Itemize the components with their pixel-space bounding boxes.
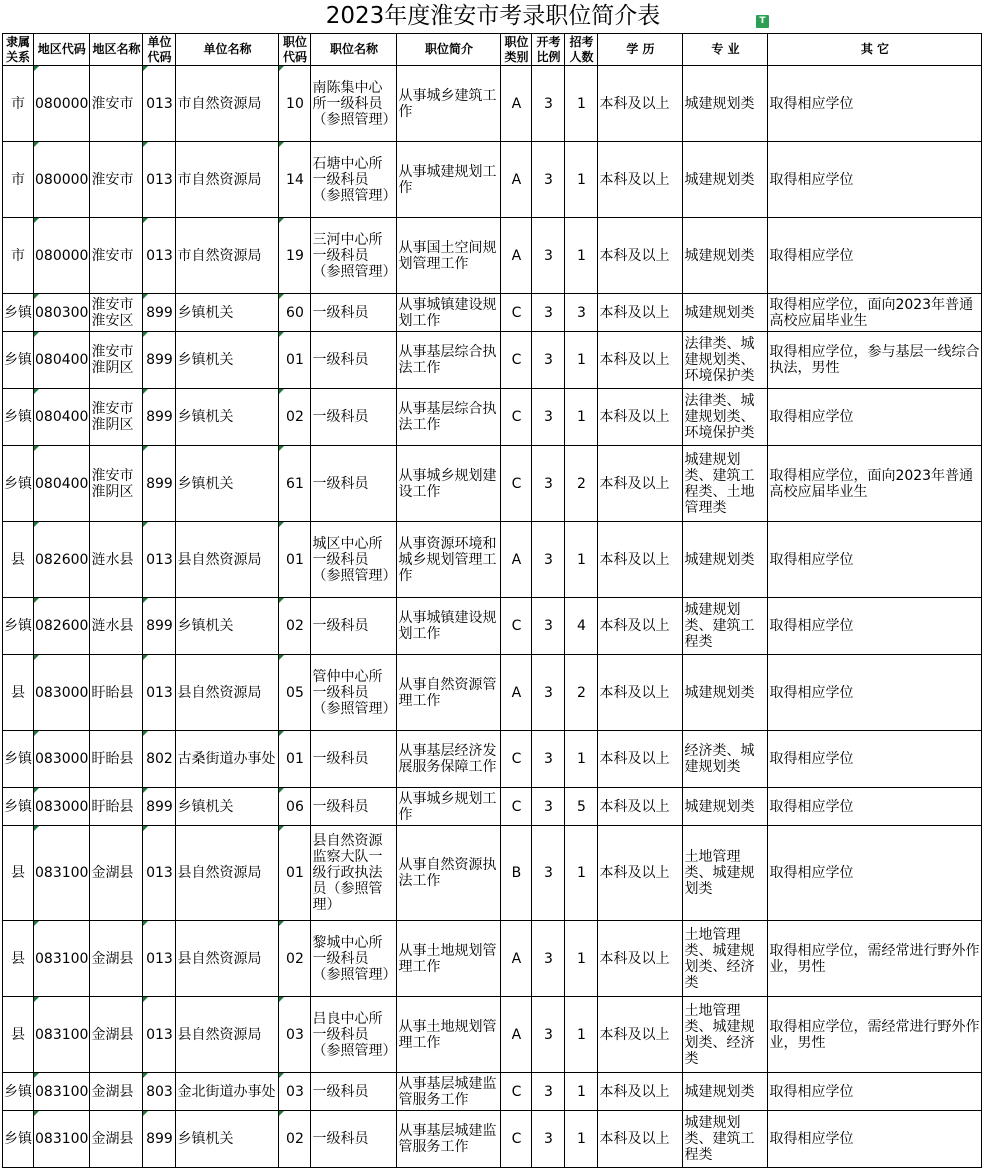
cell-unit-name[interactable]: 乡镇机关 xyxy=(176,389,279,446)
cell-major[interactable]: 城建规划类 xyxy=(683,655,768,731)
cell-region-code[interactable]: 083000 xyxy=(34,731,90,788)
header-col-position-name: 职位名称 xyxy=(311,34,397,66)
cell-position-code[interactable]: 01 xyxy=(279,522,311,598)
cell-other[interactable]: 取得相应学位，需经常进行野外作业，男性 xyxy=(768,921,982,997)
cell-position-code[interactable]: 03 xyxy=(279,1073,311,1111)
cell-position-name[interactable]: 三河中心所一级科员（参照管理） xyxy=(311,218,397,294)
cell-region-name[interactable]: 金湖县 xyxy=(90,997,143,1073)
table-row xyxy=(3,1111,982,1168)
cell-affiliation[interactable]: 县 xyxy=(3,655,34,731)
header-col-position-type: 职位类别 xyxy=(501,34,532,66)
cell-region-code[interactable]: 083000 xyxy=(34,655,90,731)
cell-major[interactable]: 城建规划类 xyxy=(683,294,768,332)
cell-headcount[interactable]: 1 xyxy=(565,389,598,446)
cell-region-name[interactable]: 淮安市 xyxy=(90,142,143,218)
cell-position-type[interactable]: A xyxy=(501,921,532,997)
cell-region-code[interactable]: 083100 xyxy=(34,1111,90,1168)
cell-education[interactable]: 本科及以上 xyxy=(598,389,683,446)
cell-other[interactable]: 取得相应学位，面向2023年普通高校应届毕业生 xyxy=(768,446,982,522)
cell-unit-code[interactable]: 899 xyxy=(143,294,176,332)
cell-major[interactable]: 土地管理类、城建规划类、经济类 xyxy=(683,921,768,997)
cell-affiliation[interactable]: 乡镇 xyxy=(3,389,34,446)
cell-unit-name[interactable]: 县自然资源局 xyxy=(176,921,279,997)
cell-education[interactable]: 本科及以上 xyxy=(598,921,683,997)
cell-ratio[interactable]: 3 xyxy=(532,66,565,142)
header-col-position-desc: 职位简介 xyxy=(397,34,501,66)
cell-headcount[interactable]: 5 xyxy=(565,788,598,826)
cell-affiliation[interactable]: 县 xyxy=(3,522,34,598)
cell-affiliation[interactable]: 乡镇 xyxy=(3,788,34,826)
cell-position-desc[interactable]: 从事基层城建监管服务工作 xyxy=(397,1111,501,1168)
cell-position-type[interactable]: C xyxy=(501,294,532,332)
cell-unit-code[interactable]: 013 xyxy=(143,655,176,731)
cell-other[interactable]: 取得相应学位 xyxy=(768,1111,982,1168)
cell-position-name[interactable]: 一级科员 xyxy=(311,294,397,332)
cell-unit-code[interactable]: 013 xyxy=(143,66,176,142)
cell-position-desc[interactable]: 从事城镇建设规划工作 xyxy=(397,294,501,332)
cell-region-code[interactable]: 082600 xyxy=(34,598,90,655)
cell-position-name[interactable]: 一级科员 xyxy=(311,598,397,655)
cell-other[interactable]: 取得相应学位 xyxy=(768,826,982,921)
cell-position-name[interactable]: 一级科员 xyxy=(311,332,397,389)
header-col-education: 学 历 xyxy=(598,34,683,66)
cell-affiliation[interactable]: 市 xyxy=(3,218,34,294)
cell-major[interactable]: 城建规划类 xyxy=(683,788,768,826)
cell-position-code[interactable]: 60 xyxy=(279,294,311,332)
cell-headcount[interactable]: 1 xyxy=(565,332,598,389)
cell-headcount[interactable]: 1 xyxy=(565,826,598,921)
cell-major[interactable]: 城建规划类 xyxy=(683,522,768,598)
table-row xyxy=(3,788,982,826)
cell-position-type[interactable]: A xyxy=(501,655,532,731)
cell-position-name[interactable]: 石塘中心所一级科员（参照管理） xyxy=(311,142,397,218)
cell-ratio[interactable]: 3 xyxy=(532,655,565,731)
cell-affiliation[interactable]: 乡镇 xyxy=(3,598,34,655)
cell-region-code[interactable]: 080300 xyxy=(34,294,90,332)
cell-education[interactable]: 本科及以上 xyxy=(598,522,683,598)
cell-unit-name[interactable]: 县自然资源局 xyxy=(176,997,279,1073)
cell-position-desc[interactable]: 从事自然资源执法工作 xyxy=(397,826,501,921)
cell-major[interactable]: 法律类、城建规划类、环境保护类 xyxy=(683,332,768,389)
cell-major[interactable]: 城建规划类 xyxy=(683,1073,768,1111)
cell-headcount[interactable]: 3 xyxy=(565,294,598,332)
cell-ratio[interactable]: 3 xyxy=(532,522,565,598)
cell-region-name[interactable]: 淮安市淮阴区 xyxy=(90,446,143,522)
cell-headcount[interactable]: 1 xyxy=(565,218,598,294)
cell-unit-code[interactable]: 899 xyxy=(143,332,176,389)
cell-position-code[interactable]: 02 xyxy=(279,598,311,655)
cell-unit-name[interactable]: 乡镇机关 xyxy=(176,332,279,389)
cell-position-type[interactable]: A xyxy=(501,522,532,598)
cell-region-name[interactable]: 涟水县 xyxy=(90,522,143,598)
page-title: 2023年度淮安市考录职位简介表 xyxy=(325,3,661,29)
table-row xyxy=(3,522,982,598)
cell-education[interactable]: 本科及以上 xyxy=(598,294,683,332)
cell-position-desc[interactable]: 从事城建规划工作 xyxy=(397,142,501,218)
cell-headcount[interactable]: 2 xyxy=(565,446,598,522)
cell-position-name[interactable]: 一级科员 xyxy=(311,731,397,788)
cell-position-name[interactable]: 南陈集中心所一级科员（参照管理） xyxy=(311,66,397,142)
cell-region-name[interactable]: 金湖县 xyxy=(90,1111,143,1168)
cell-region-name[interactable]: 金湖县 xyxy=(90,1073,143,1111)
header-col-position-code: 职位代码 xyxy=(279,34,311,66)
cell-region-code[interactable]: 080400 xyxy=(34,389,90,446)
header-col-unit-name: 单位名称 xyxy=(176,34,279,66)
cell-region-name[interactable]: 淮安市淮阴区 xyxy=(90,389,143,446)
table-row xyxy=(3,332,982,389)
cell-region-code[interactable]: 080000 xyxy=(34,66,90,142)
cell-unit-name[interactable]: 市自然资源局 xyxy=(176,218,279,294)
cell-ratio[interactable]: 3 xyxy=(532,731,565,788)
cell-education[interactable]: 本科及以上 xyxy=(598,1073,683,1111)
cell-education[interactable]: 本科及以上 xyxy=(598,826,683,921)
cell-headcount[interactable]: 4 xyxy=(565,598,598,655)
cell-position-desc[interactable]: 从事城乡建筑工作 xyxy=(397,66,501,142)
cell-position-type[interactable]: C xyxy=(501,788,532,826)
cell-position-code[interactable]: 01 xyxy=(279,332,311,389)
cell-other[interactable]: 取得相应学位 xyxy=(768,598,982,655)
header-col-affiliation: 隶属关系 xyxy=(3,34,34,66)
header-col-ratio: 开考比例 xyxy=(532,34,565,66)
cell-region-name[interactable]: 淮安市淮阴区 xyxy=(90,332,143,389)
header-col-region-name: 地区名称 xyxy=(90,34,143,66)
cell-position-desc[interactable]: 从事资源环境和城乡规划管理工作 xyxy=(397,522,501,598)
cell-ratio[interactable]: 3 xyxy=(532,332,565,389)
table-row xyxy=(3,826,982,921)
cell-position-type[interactable]: C xyxy=(501,332,532,389)
cell-affiliation[interactable]: 乡镇 xyxy=(3,1073,34,1111)
table-row xyxy=(3,731,982,788)
cell-position-name[interactable]: 城区中心所一级科员（参照管理） xyxy=(311,522,397,598)
table-row xyxy=(3,598,982,655)
cell-unit-code[interactable]: 013 xyxy=(143,218,176,294)
cell-unit-code[interactable]: 899 xyxy=(143,389,176,446)
cell-education[interactable]: 本科及以上 xyxy=(598,332,683,389)
cell-unit-name[interactable]: 乡镇机关 xyxy=(176,294,279,332)
cell-position-code[interactable]: 06 xyxy=(279,788,311,826)
cell-position-name[interactable]: 一级科员 xyxy=(311,788,397,826)
cell-unit-code[interactable]: 899 xyxy=(143,598,176,655)
cell-other[interactable]: 取得相应学位，面向2023年普通高校应届毕业生 xyxy=(768,294,982,332)
cell-position-desc[interactable]: 从事城镇建设规划工作 xyxy=(397,598,501,655)
cell-affiliation[interactable]: 县 xyxy=(3,826,34,921)
cell-other[interactable]: 取得相应学位，参与基层一线综合执法，男性 xyxy=(768,332,982,389)
cell-position-desc[interactable]: 从事城乡规划工作 xyxy=(397,788,501,826)
cell-other[interactable]: 取得相应学位 xyxy=(768,731,982,788)
cell-major[interactable]: 城建规划类 xyxy=(683,66,768,142)
cell-ratio[interactable]: 3 xyxy=(532,826,565,921)
cell-position-code[interactable]: 19 xyxy=(279,218,311,294)
cell-position-code[interactable]: 03 xyxy=(279,997,311,1073)
cell-other[interactable]: 取得相应学位 xyxy=(768,1073,982,1111)
cell-affiliation[interactable]: 乡镇 xyxy=(3,731,34,788)
cell-unit-name[interactable]: 乡镇机关 xyxy=(176,1111,279,1168)
table-row xyxy=(3,446,982,522)
cell-region-code[interactable]: 080000 xyxy=(34,142,90,218)
cell-education[interactable]: 本科及以上 xyxy=(598,788,683,826)
cell-position-name[interactable]: 一级科员 xyxy=(311,1111,397,1168)
cell-unit-name[interactable]: 乡镇机关 xyxy=(176,788,279,826)
cell-unit-name[interactable]: 县自然资源局 xyxy=(176,522,279,598)
cell-education[interactable]: 本科及以上 xyxy=(598,1111,683,1168)
cell-position-name[interactable]: 一级科员 xyxy=(311,446,397,522)
table-row xyxy=(3,294,982,332)
header-col-major: 专 业 xyxy=(683,34,768,66)
cell-region-name[interactable]: 盱眙县 xyxy=(90,731,143,788)
cell-position-desc[interactable]: 从事土地规划管理工作 xyxy=(397,997,501,1073)
cell-headcount[interactable]: 1 xyxy=(565,1073,598,1111)
cell-region-code[interactable]: 083100 xyxy=(34,921,90,997)
cell-ratio[interactable]: 3 xyxy=(532,921,565,997)
header-col-other: 其 它 xyxy=(768,34,982,66)
cell-headcount[interactable]: 1 xyxy=(565,522,598,598)
cell-affiliation[interactable]: 乡镇 xyxy=(3,294,34,332)
cell-headcount[interactable]: 1 xyxy=(565,731,598,788)
cell-region-code[interactable]: 080000 xyxy=(34,218,90,294)
cell-position-name[interactable]: 管仲中心所一级科员（参照管理） xyxy=(311,655,397,731)
cell-unit-name[interactable]: 县自然资源局 xyxy=(176,655,279,731)
cell-headcount[interactable]: 1 xyxy=(565,997,598,1073)
cell-unit-code[interactable]: 803 xyxy=(143,1073,176,1111)
cell-position-type[interactable]: C xyxy=(501,598,532,655)
cell-major[interactable]: 城建规划类、建筑工程类 xyxy=(683,598,768,655)
cell-headcount[interactable]: 1 xyxy=(565,66,598,142)
cell-major[interactable]: 城建规划类、建筑工程类 xyxy=(683,1111,768,1168)
cell-headcount[interactable]: 1 xyxy=(565,921,598,997)
cell-position-desc[interactable]: 从事城乡规划建设工作 xyxy=(397,446,501,522)
cell-position-type[interactable]: B xyxy=(501,826,532,921)
cell-major[interactable]: 城建规划类 xyxy=(683,218,768,294)
cell-major[interactable]: 城建规划类 xyxy=(683,142,768,218)
cell-unit-name[interactable]: 古桑街道办事处 xyxy=(176,731,279,788)
cell-position-name[interactable]: 黎城中心所一级科员（参照管理） xyxy=(311,921,397,997)
cell-ratio[interactable]: 3 xyxy=(532,294,565,332)
cell-position-type[interactable]: A xyxy=(501,997,532,1073)
cell-unit-code[interactable]: 013 xyxy=(143,522,176,598)
cell-education[interactable]: 本科及以上 xyxy=(598,218,683,294)
cell-major[interactable]: 土地管理类、城建规划类、经济类 xyxy=(683,997,768,1073)
cell-position-type[interactable]: C xyxy=(501,1073,532,1111)
cell-other[interactable]: 取得相应学位 xyxy=(768,66,982,142)
cell-headcount[interactable]: 1 xyxy=(565,142,598,218)
cell-position-type[interactable]: A xyxy=(501,218,532,294)
cell-other[interactable]: 取得相应学位 xyxy=(768,522,982,598)
cell-major[interactable]: 城建规划类、建筑工程类、土地管理类 xyxy=(683,446,768,522)
cell-other[interactable]: 取得相应学位，需经常进行野外作业，男性 xyxy=(768,997,982,1073)
text-tag-icon[interactable]: T xyxy=(756,15,769,28)
cell-region-code[interactable]: 083100 xyxy=(34,1073,90,1111)
cell-other[interactable]: 取得相应学位 xyxy=(768,655,982,731)
cell-position-desc[interactable]: 从事自然资源管理工作 xyxy=(397,655,501,731)
cell-affiliation[interactable]: 县 xyxy=(3,921,34,997)
cell-ratio[interactable]: 3 xyxy=(532,446,565,522)
table-row xyxy=(3,921,982,997)
cell-affiliation[interactable]: 乡镇 xyxy=(3,446,34,522)
cell-unit-code[interactable]: 013 xyxy=(143,921,176,997)
cell-ratio[interactable]: 3 xyxy=(532,1111,565,1168)
cell-ratio[interactable]: 3 xyxy=(532,142,565,218)
cell-position-type[interactable]: A xyxy=(501,142,532,218)
cell-position-desc[interactable]: 从事基层城建监管服务工作 xyxy=(397,1073,501,1111)
cell-unit-code[interactable]: 899 xyxy=(143,1111,176,1168)
cell-unit-name[interactable]: 乡镇机关 xyxy=(176,598,279,655)
cell-education[interactable]: 本科及以上 xyxy=(598,66,683,142)
cell-region-name[interactable]: 金湖县 xyxy=(90,826,143,921)
cell-region-code[interactable]: 080400 xyxy=(34,332,90,389)
cell-affiliation[interactable]: 市 xyxy=(3,142,34,218)
cell-position-type[interactable]: C xyxy=(501,731,532,788)
cell-education[interactable]: 本科及以上 xyxy=(598,997,683,1073)
cell-position-type[interactable]: C xyxy=(501,1111,532,1168)
cell-position-type[interactable]: C xyxy=(501,389,532,446)
table-row xyxy=(3,66,982,142)
cell-major[interactable]: 土地管理类、城建规划类 xyxy=(683,826,768,921)
cell-position-type[interactable]: C xyxy=(501,446,532,522)
table-row xyxy=(3,997,982,1073)
cell-region-name[interactable]: 盱眙县 xyxy=(90,655,143,731)
positions-table xyxy=(2,33,982,1168)
cell-position-desc[interactable]: 从事土地规划管理工作 xyxy=(397,921,501,997)
cell-other[interactable]: 取得相应学位 xyxy=(768,142,982,218)
header-col-region-code: 地区代码 xyxy=(34,34,90,66)
cell-unit-code[interactable]: 802 xyxy=(143,731,176,788)
cell-ratio[interactable]: 3 xyxy=(532,1073,565,1111)
cell-unit-code[interactable]: 013 xyxy=(143,142,176,218)
cell-education[interactable]: 本科及以上 xyxy=(598,598,683,655)
cell-ratio[interactable]: 3 xyxy=(532,389,565,446)
cell-position-code[interactable]: 01 xyxy=(279,731,311,788)
cell-position-type[interactable]: A xyxy=(501,66,532,142)
cell-unit-name[interactable]: 金北街道办事处 xyxy=(176,1073,279,1111)
cell-region-code[interactable]: 083000 xyxy=(34,788,90,826)
header-col-headcount: 招考人数 xyxy=(565,34,598,66)
cell-ratio[interactable]: 3 xyxy=(532,598,565,655)
cell-unit-name[interactable]: 市自然资源局 xyxy=(176,142,279,218)
cell-region-code[interactable]: 083100 xyxy=(34,826,90,921)
cell-position-code[interactable]: 01 xyxy=(279,826,311,921)
cell-other[interactable]: 取得相应学位 xyxy=(768,218,982,294)
cell-unit-code[interactable]: 013 xyxy=(143,826,176,921)
cell-unit-code[interactable]: 899 xyxy=(143,788,176,826)
cell-region-name[interactable]: 淮安市淮安区 xyxy=(90,294,143,332)
cell-region-name[interactable]: 淮安市 xyxy=(90,218,143,294)
cell-major[interactable]: 经济类、城建规划类 xyxy=(683,731,768,788)
cell-affiliation[interactable]: 县 xyxy=(3,997,34,1073)
cell-major[interactable]: 法律类、城建规划类、环境保护类 xyxy=(683,389,768,446)
cell-position-code[interactable]: 10 xyxy=(279,66,311,142)
table-header-row xyxy=(3,34,982,66)
table-row xyxy=(3,142,982,218)
cell-position-name[interactable]: 一级科员 xyxy=(311,1073,397,1111)
cell-unit-name[interactable]: 市自然资源局 xyxy=(176,66,279,142)
cell-position-code[interactable]: 02 xyxy=(279,389,311,446)
cell-ratio[interactable]: 3 xyxy=(532,218,565,294)
cell-region-name[interactable]: 涟水县 xyxy=(90,598,143,655)
cell-position-desc[interactable]: 从事基层综合执法工作 xyxy=(397,389,501,446)
cell-ratio[interactable]: 3 xyxy=(532,788,565,826)
cell-position-code[interactable]: 02 xyxy=(279,1111,311,1168)
cell-education[interactable]: 本科及以上 xyxy=(598,142,683,218)
cell-region-code[interactable]: 083100 xyxy=(34,997,90,1073)
cell-position-desc[interactable]: 从事基层经济发展服务保障工作 xyxy=(397,731,501,788)
table-row xyxy=(3,389,982,446)
cell-unit-code[interactable]: 899 xyxy=(143,446,176,522)
cell-position-code[interactable]: 14 xyxy=(279,142,311,218)
cell-position-desc[interactable]: 从事基层综合执法工作 xyxy=(397,332,501,389)
cell-position-code[interactable]: 05 xyxy=(279,655,311,731)
table-row xyxy=(3,218,982,294)
cell-region-code[interactable]: 080400 xyxy=(34,446,90,522)
cell-unit-name[interactable]: 县自然资源局 xyxy=(176,826,279,921)
cell-region-code[interactable]: 082600 xyxy=(34,522,90,598)
cell-education[interactable]: 本科及以上 xyxy=(598,731,683,788)
cell-position-name[interactable]: 吕良中心所一级科员（参照管理） xyxy=(311,997,397,1073)
header-col-unit-code: 单位代码 xyxy=(143,34,176,66)
cell-affiliation[interactable]: 市 xyxy=(3,66,34,142)
cell-affiliation[interactable]: 乡镇 xyxy=(3,332,34,389)
cell-unit-name[interactable]: 乡镇机关 xyxy=(176,446,279,522)
cell-headcount[interactable]: 2 xyxy=(565,655,598,731)
cell-position-code[interactable]: 02 xyxy=(279,921,311,997)
cell-headcount[interactable]: 1 xyxy=(565,1111,598,1168)
cell-affiliation[interactable]: 乡镇 xyxy=(3,1111,34,1168)
cell-position-code[interactable]: 61 xyxy=(279,446,311,522)
cell-education[interactable]: 本科及以上 xyxy=(598,446,683,522)
cell-education[interactable]: 本科及以上 xyxy=(598,655,683,731)
cell-region-name[interactable]: 淮安市 xyxy=(90,66,143,142)
cell-ratio[interactable]: 3 xyxy=(532,997,565,1073)
cell-other[interactable]: 取得相应学位 xyxy=(768,788,982,826)
cell-other[interactable]: 取得相应学位 xyxy=(768,389,982,446)
cell-position-name[interactable]: 县自然资源监察大队一级行政执法员（参照管理） xyxy=(311,826,397,921)
cell-region-name[interactable]: 盱眙县 xyxy=(90,788,143,826)
cell-unit-code[interactable]: 013 xyxy=(143,997,176,1073)
cell-region-name[interactable]: 金湖县 xyxy=(90,921,143,997)
table-row xyxy=(3,655,982,731)
cell-position-desc[interactable]: 从事国土空间规划管理工作 xyxy=(397,218,501,294)
cell-position-name[interactable]: 一级科员 xyxy=(311,389,397,446)
table-row xyxy=(3,1073,982,1111)
